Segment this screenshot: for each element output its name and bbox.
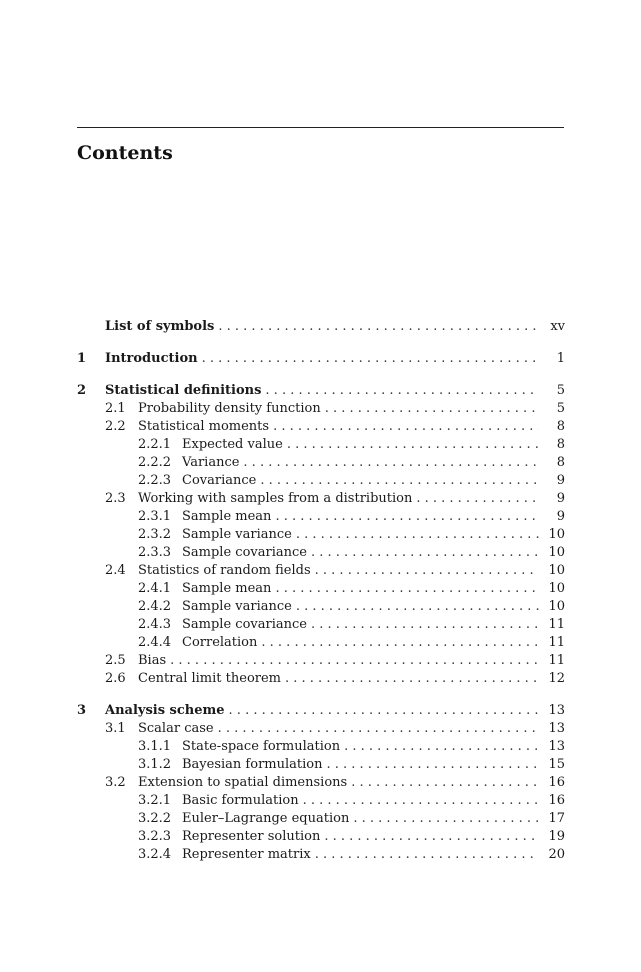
- toc-entry[interactable]: [77, 652, 565, 670]
- toc-leader-dots: [218, 720, 539, 738]
- toc-entry-page-number: 15: [548, 757, 565, 772]
- toc-entry-number: 2.3.1: [138, 509, 172, 524]
- toc-leader-dots: [296, 526, 539, 544]
- toc-leader-dots: [287, 436, 539, 454]
- toc-entry-title: Euler–Lagrange equation: [182, 811, 350, 826]
- toc-entry-number: 2.3.2: [138, 527, 172, 542]
- toc-entry-page-number: 9: [556, 509, 565, 524]
- toc-entry[interactable]: [77, 598, 565, 616]
- toc-entry-page-number: 10: [548, 545, 565, 560]
- toc-entry-title: Bayesian formulation: [182, 757, 323, 772]
- toc-entry-page-number: 9: [556, 473, 565, 488]
- toc-entry-title: Representer matrix: [182, 847, 311, 862]
- toc-leader-dots: [273, 418, 539, 436]
- toc-entry-number: 2.4: [105, 563, 126, 578]
- toc-entry-page-number: 10: [548, 599, 565, 614]
- toc-entry-title: Sample mean: [182, 509, 272, 524]
- toc-entry[interactable]: [77, 400, 565, 418]
- toc-entry[interactable]: [77, 828, 565, 846]
- toc-entry-page-number: 11: [548, 653, 565, 668]
- toc-leader-dots: [260, 472, 539, 490]
- toc-leader-dots: [229, 702, 539, 720]
- toc-entry-page-number: 5: [556, 401, 565, 416]
- toc-leader-dots: [416, 490, 539, 508]
- toc-entry-page-number: 13: [548, 721, 565, 736]
- toc-entry-number: 3.2.2: [138, 811, 172, 826]
- toc-entry-page-number: 16: [548, 793, 565, 808]
- toc-entry-number: 2: [77, 383, 87, 398]
- toc-entry-number: 3.2.3: [138, 829, 172, 844]
- toc-entry-number: 3.1.2: [138, 757, 172, 772]
- toc-entry-title: Working with samples from a distribution: [138, 491, 413, 506]
- toc-entry-title: Sample variance: [182, 599, 292, 614]
- toc-entry-title: Scalar case: [138, 721, 214, 736]
- toc-leader-dots: [325, 400, 539, 418]
- toc-leader-dots: [353, 810, 539, 828]
- toc-entry[interactable]: [77, 792, 565, 810]
- toc-entry[interactable]: [77, 634, 565, 652]
- toc-entry-number: 3.2.4: [138, 847, 172, 862]
- toc-entry[interactable]: [77, 382, 565, 400]
- toc-entry-number: 2.2.1: [138, 437, 172, 452]
- toc-entry-number: 3.2: [105, 775, 126, 790]
- toc-entry-page-number: 10: [548, 563, 565, 578]
- toc-leader-dots: [303, 792, 539, 810]
- toc-entry-title: Introduction: [105, 351, 198, 366]
- toc-entry-number: 3.1: [105, 721, 126, 736]
- toc-entry-title: Basic formulation: [182, 793, 299, 808]
- toc-entry-number: 2.4.1: [138, 581, 172, 596]
- toc-leader-dots: [202, 350, 539, 368]
- toc-entry-number: 2.6: [105, 671, 126, 686]
- toc-leader-dots: [296, 598, 539, 616]
- toc-leader-dots: [311, 544, 539, 562]
- toc-entry-number: 2.5: [105, 653, 126, 668]
- toc-entry-page-number: 10: [548, 527, 565, 542]
- page-title: Contents: [77, 142, 173, 164]
- toc-leader-dots: [315, 562, 539, 580]
- toc-entry-title: Statistical definitions: [105, 383, 262, 398]
- toc-entry[interactable]: [77, 472, 565, 490]
- toc-entry-title: Variance: [182, 455, 240, 470]
- toc-leader-dots: [275, 580, 539, 598]
- toc-entry-number: 2.2.3: [138, 473, 172, 488]
- toc-entry-title: Sample covariance: [182, 545, 307, 560]
- toc-leader-dots: [261, 634, 539, 652]
- toc-entry-title: Extension to spatial dimensions: [138, 775, 348, 790]
- toc-entry-title: List of symbols: [105, 319, 215, 334]
- toc-entry-page-number: 12: [548, 671, 565, 686]
- toc-entry-title: Expected value: [182, 437, 283, 452]
- toc-entry-number: 3.2.1: [138, 793, 172, 808]
- toc-entry-page-number: 17: [548, 811, 565, 826]
- toc-entry[interactable]: [77, 616, 565, 634]
- toc-entry-page-number: 13: [548, 703, 565, 718]
- toc-entry-number: 3.1.1: [138, 739, 172, 754]
- toc-entry-page-number: 1: [556, 351, 565, 366]
- toc-entry-number: 1: [77, 351, 87, 366]
- toc-entry-number: 2.4.3: [138, 617, 172, 632]
- toc-entry-page-number: 8: [556, 455, 565, 470]
- toc-entry[interactable]: [77, 670, 565, 688]
- toc-entry-title: Sample variance: [182, 527, 292, 542]
- toc-entry[interactable]: [77, 454, 565, 472]
- top-rule: [77, 127, 564, 128]
- toc-leader-dots: [275, 508, 539, 526]
- toc-entry-title: Probability density function: [138, 401, 321, 416]
- toc-leader-dots: [285, 670, 539, 688]
- toc-entry-title: Analysis scheme: [105, 703, 225, 718]
- toc-entry[interactable]: [77, 738, 565, 756]
- toc-entry[interactable]: [77, 526, 565, 544]
- toc-leader-dots: [344, 738, 539, 756]
- toc-entry[interactable]: [77, 756, 565, 774]
- toc-entry-title: State-space formulation: [182, 739, 341, 754]
- toc-entry-number: 3: [77, 703, 87, 718]
- toc-entry[interactable]: [77, 846, 565, 864]
- toc-entry-number: 2.2: [105, 419, 126, 434]
- toc-entry-page-number: xv: [550, 319, 565, 334]
- toc-leader-dots: [170, 652, 539, 670]
- toc-leader-dots: [326, 756, 539, 774]
- toc-leader-dots: [265, 382, 539, 400]
- toc-leader-dots: [218, 318, 539, 336]
- toc-entry[interactable]: [77, 810, 565, 828]
- toc-leader-dots: [351, 774, 539, 792]
- toc-entry-number: 2.4.4: [138, 635, 172, 650]
- toc-entry-page-number: 19: [548, 829, 565, 844]
- toc-entry-number: 2.1: [105, 401, 126, 416]
- toc-entry-number: 2.3.3: [138, 545, 172, 560]
- toc-entry-page-number: 16: [548, 775, 565, 790]
- toc-leader-dots: [315, 846, 539, 864]
- toc-entry-title: Sample mean: [182, 581, 272, 596]
- toc-entry-title: Bias: [138, 653, 167, 668]
- toc-entry-page-number: 20: [548, 847, 565, 862]
- toc-entry-number: 2.3: [105, 491, 126, 506]
- toc-entry-page-number: 13: [548, 739, 565, 754]
- toc-entry[interactable]: [77, 702, 565, 720]
- toc-entry[interactable]: [77, 562, 565, 580]
- toc-entry-title: Correlation: [182, 635, 258, 650]
- toc-entry-title: Sample covariance: [182, 617, 307, 632]
- toc-entry-page-number: 8: [556, 437, 565, 452]
- table-of-contents: [77, 318, 565, 864]
- toc-entry-title: Statistical moments: [138, 419, 270, 434]
- toc-entry[interactable]: [77, 318, 565, 336]
- toc-entry-number: 2.4.2: [138, 599, 172, 614]
- toc-entry-title: Covariance: [182, 473, 257, 488]
- toc-entry-page-number: 5: [556, 383, 565, 398]
- toc-entry-page-number: 11: [548, 635, 565, 650]
- toc-entry-title: Representer solution: [182, 829, 321, 844]
- toc-entry[interactable]: [77, 774, 565, 792]
- toc-entry[interactable]: [77, 418, 565, 436]
- toc-entry[interactable]: [77, 508, 565, 526]
- toc-entry[interactable]: [77, 350, 565, 368]
- toc-entry-title: Central limit theorem: [138, 671, 281, 686]
- toc-leader-dots: [324, 828, 539, 846]
- toc-entry-page-number: 11: [548, 617, 565, 632]
- toc-entry-page-number: 8: [556, 419, 565, 434]
- toc-entry-page-number: 9: [556, 491, 565, 506]
- toc-entry[interactable]: [77, 490, 565, 508]
- toc-leader-dots: [311, 616, 539, 634]
- toc-entry[interactable]: [77, 720, 565, 738]
- toc-entry-number: 2.2.2: [138, 455, 172, 470]
- toc-entry[interactable]: [77, 580, 565, 598]
- toc-entry-page-number: 10: [548, 581, 565, 596]
- toc-entry[interactable]: [77, 436, 565, 454]
- toc-entry[interactable]: [77, 544, 565, 562]
- toc-entry-title: Statistics of random fields: [138, 563, 311, 578]
- toc-leader-dots: [243, 454, 539, 472]
